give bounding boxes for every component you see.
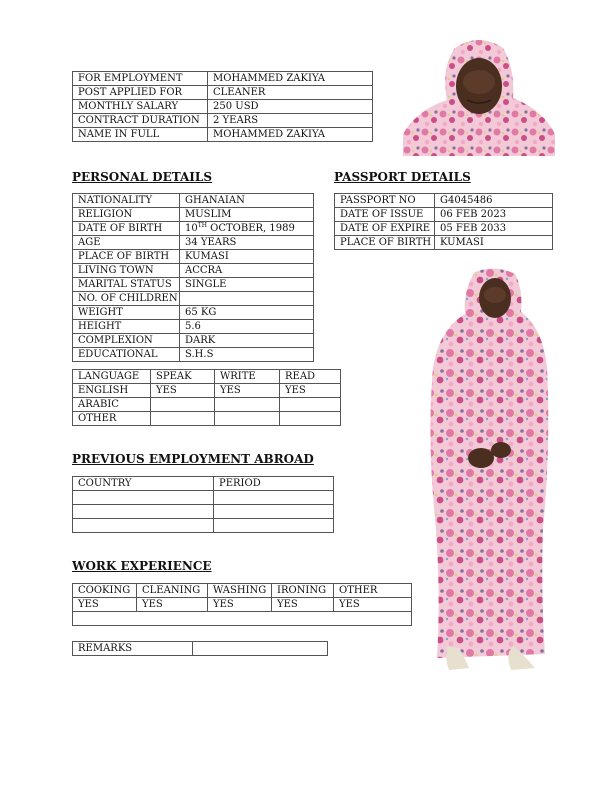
value-cell: ACCRA: [180, 264, 314, 278]
header-cell: COOKING: [73, 584, 137, 598]
label-cell: COMPLEXION: [73, 334, 180, 348]
work-experience-table: [72, 583, 412, 626]
table-row: [73, 264, 314, 278]
cell: YES: [73, 598, 137, 612]
table-header-row: [73, 584, 412, 598]
cell: YES: [208, 598, 272, 612]
table-row: [73, 114, 373, 128]
value-cell: KUMASI: [180, 250, 314, 264]
table-row: [73, 491, 334, 505]
value-cell: DARK: [180, 334, 314, 348]
full-body-photo: [425, 268, 555, 672]
cell: [215, 412, 280, 426]
cell: [280, 398, 341, 412]
header-cell: READ: [280, 370, 341, 384]
label-cell: FOR EMPLOYMENT: [73, 72, 208, 86]
value-cell: MUSLIM: [180, 208, 314, 222]
cell: [151, 412, 215, 426]
label-cell: AGE: [73, 236, 180, 250]
header-cell: OTHER: [334, 584, 412, 598]
header-cell: CLEANING: [137, 584, 208, 598]
value-cell: [180, 222, 314, 236]
value-cell: 2 YEARS: [208, 114, 373, 128]
value-cell: G4045486: [435, 194, 553, 208]
cell: [73, 491, 214, 505]
value-cell: 06 FEB 2023: [435, 208, 553, 222]
table-row: [73, 642, 328, 656]
language-table: [72, 369, 341, 426]
label-cell: LIVING TOWN: [73, 264, 180, 278]
dob-suffix: TH: [197, 222, 207, 229]
label-cell: NO. OF CHILDREN: [73, 292, 180, 306]
table-row: [73, 348, 314, 362]
cell: YES: [272, 598, 334, 612]
label-cell: MARITAL STATUS: [73, 278, 180, 292]
table-row: [73, 306, 314, 320]
value-cell: 05 FEB 2033: [435, 222, 553, 236]
label-cell: WEIGHT: [73, 306, 180, 320]
cell: ARABIC: [73, 398, 151, 412]
label-cell: PLACE OF BIRTH: [73, 250, 180, 264]
value-cell: GHANAIAN: [180, 194, 314, 208]
value-cell: MOHAMMED ZAKIYA: [208, 72, 373, 86]
value-cell: S.H.S: [180, 348, 314, 362]
table-header-row: [73, 477, 334, 491]
label-cell: DATE OF ISSUE: [335, 208, 435, 222]
table-row: [335, 236, 553, 250]
table-row: [73, 208, 314, 222]
table-row: [335, 194, 553, 208]
table-row: [73, 505, 334, 519]
label-cell: NAME IN FULL: [73, 128, 208, 142]
cell: OTHER: [73, 412, 151, 426]
cell: [214, 491, 334, 505]
table-row: [335, 208, 553, 222]
cell: [280, 412, 341, 426]
cell: YES: [215, 384, 280, 398]
value-cell: SINGLE: [180, 278, 314, 292]
passport-details-title: PASSPORT DETAILS: [334, 170, 471, 184]
value-cell: [180, 292, 314, 306]
label-cell: DATE OF EXPIRE: [335, 222, 435, 236]
value-cell: 5.6: [180, 320, 314, 334]
table-row: [73, 236, 314, 250]
remarks-table: [72, 641, 328, 656]
label-cell: POST APPLIED FOR: [73, 86, 208, 100]
table-row: [73, 222, 314, 236]
table-row: [73, 292, 314, 306]
value-cell: 250 USD: [208, 100, 373, 114]
work-experience-title: WORK EXPERIENCE: [72, 559, 212, 573]
value-cell: 34 YEARS: [180, 236, 314, 250]
remarks-value: [193, 642, 328, 656]
personal-details-table: [72, 193, 314, 362]
label-cell: EDUCATIONAL: [73, 348, 180, 362]
table-row: [73, 100, 373, 114]
cell: [214, 519, 334, 533]
label-cell: CONTRACT DURATION: [73, 114, 208, 128]
table-header-row: [73, 370, 341, 384]
value-cell: KUMASI: [435, 236, 553, 250]
table-row: [73, 128, 373, 142]
cell: [215, 398, 280, 412]
table-row: [73, 86, 373, 100]
cell: [151, 398, 215, 412]
cell: [73, 519, 214, 533]
table-row: [73, 250, 314, 264]
label-cell: PASSPORT NO: [335, 194, 435, 208]
value-cell: CLEANER: [208, 86, 373, 100]
previous-employment-table: [72, 476, 334, 533]
headshot-photo: [403, 38, 555, 156]
label-cell: RELIGION: [73, 208, 180, 222]
table-row: [73, 72, 373, 86]
label-cell: MONTHLY SALARY: [73, 100, 208, 114]
cell: [73, 505, 214, 519]
cell: YES: [334, 598, 412, 612]
header-cell: COUNTRY: [73, 477, 214, 491]
cell: YES: [280, 384, 341, 398]
header-cell: PERIOD: [214, 477, 334, 491]
value-cell: MOHAMMED ZAKIYA: [208, 128, 373, 142]
previous-employment-title: PREVIOUS EMPLOYMENT ABROAD: [72, 452, 314, 466]
header-cell: WASHING: [208, 584, 272, 598]
header-cell: IRONING: [272, 584, 334, 598]
remarks-label: REMARKS: [73, 642, 193, 656]
cell: [214, 505, 334, 519]
value-cell: 65 KG: [180, 306, 314, 320]
cell: ENGLISH: [73, 384, 151, 398]
personal-details-title: PERSONAL DETAILS: [72, 170, 213, 184]
header-cell: WRITE: [215, 370, 280, 384]
label-cell: HEIGHT: [73, 320, 180, 334]
label-cell: NATIONALITY: [73, 194, 180, 208]
header-cell: SPEAK: [151, 370, 215, 384]
passport-details-table: [334, 193, 553, 250]
table-row: [73, 598, 412, 612]
cell: YES: [137, 598, 208, 612]
table-row: [73, 194, 314, 208]
table-row: [73, 278, 314, 292]
cell: YES: [151, 384, 215, 398]
cell: [73, 612, 412, 626]
table-row: [73, 398, 341, 412]
label-cell: PLACE OF BIRTH: [335, 236, 435, 250]
header-cell: LANGUAGE: [73, 370, 151, 384]
table-row: [335, 222, 553, 236]
dob-rest: OCTOBER, 1989: [206, 223, 295, 234]
table-row: [73, 320, 314, 334]
dob-day: 10: [185, 223, 198, 234]
table-row: [73, 334, 314, 348]
table-row: [73, 412, 341, 426]
table-row: [73, 519, 334, 533]
label-cell: DATE OF BIRTH: [73, 222, 180, 236]
table-row: [73, 384, 341, 398]
table-row: [73, 612, 412, 626]
employment-summary-table: [72, 71, 373, 142]
